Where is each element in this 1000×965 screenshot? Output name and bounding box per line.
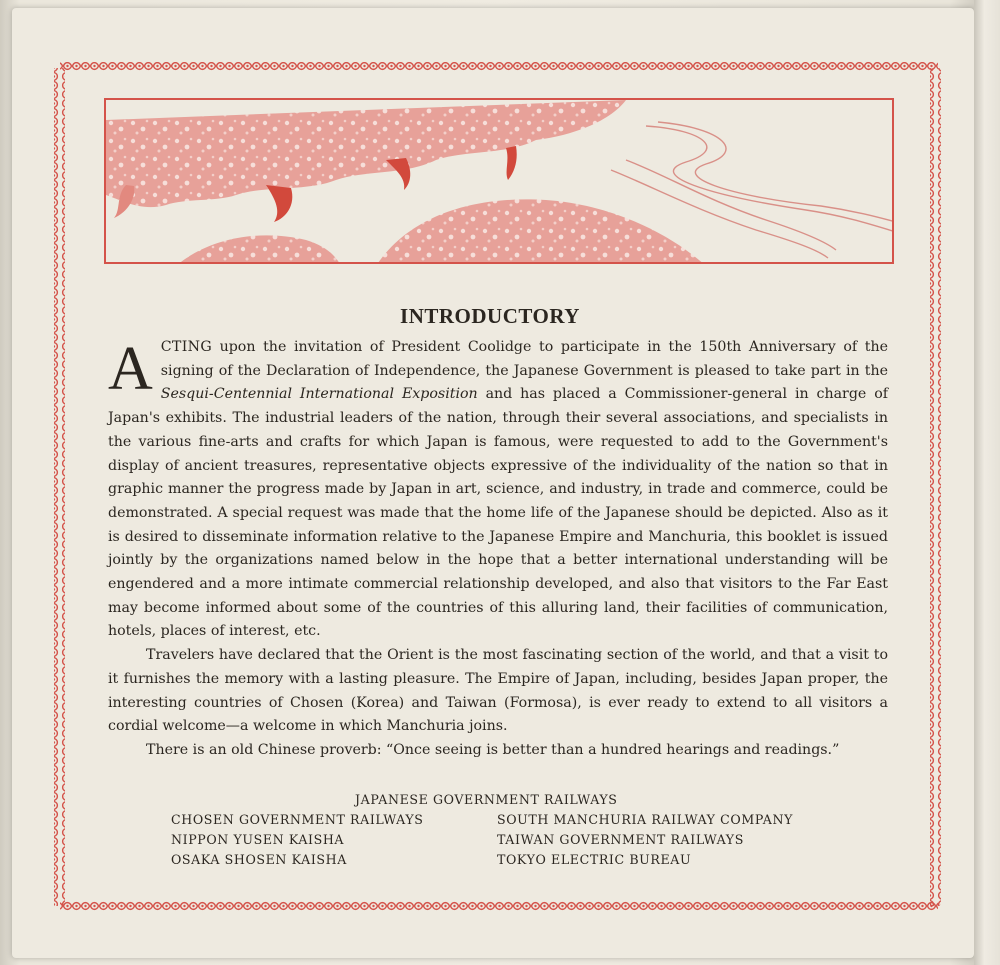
exposition-name: Sesqui-Centennial International Exposition	[160, 386, 478, 403]
paragraph-2: Travelers have declared that the Orient is the most fascinating section of the world, and that a visit to it furnishes the memory with a lasting pleasure. The Empire of Japan, including, besides Japan proper, the interesting countries of Chosen (Korea) and Taiwan (Formosa), is ever ready to extend to all visitors a cordial welcome—a welcome in which Manchuria joins.	[108, 647, 888, 735]
drop-cap-continuation: CTING	[160, 339, 212, 355]
organization-right: TAIWAN GOVERNMENT RAILWAYS	[497, 832, 744, 847]
organization-left: OSAKA SHOSEN KAISHA	[171, 852, 347, 867]
page-title: INTRODUCTORY	[400, 304, 580, 328]
organization-right: TOKYO ELECTRIC BUREAU	[497, 852, 692, 867]
organization-left: NIPPON YUSEN KAISHA	[171, 832, 345, 847]
organization-left: CHOSEN GOVERNMENT RAILWAYS	[171, 812, 424, 827]
paragraph-1-text-a: upon the invitation of President Coolidge to participate in the 150th Anniversary of the signing of the Declaration of Independence, the Japanese Government is pleased to take part in the	[160, 339, 888, 379]
paragraph-1	[108, 336, 888, 644]
paragraph-1-text-b: and has placed a Commissioner-general in charge of Japan's exhibits. The industrial leaders of the nation, through their several associations, and specialists in the various fine-arts and crafts for which Japan is famous, were requested to add to the Government's display of ancient treasures, representative objects expressive of the individuality of the nation so that in graphic manner the progress made by Japan in art, science, and industry, in trade and commerce, could be demonstrated. A special request was made that the home life of the Japanese should be depicted. Also as it is desired to disseminate information relative to the Japanese Empire and Manchuria, this booklet is issued jointly by the organizations named below in the hope that a better international understanding will be engendered and a more intimate commercial relationship developed, and also that visitors to the Far East may become informed about some of the countries of this alluring land, their facilities of communication, hotels, places of interest, etc.	[108, 386, 889, 640]
drop-cap: A	[108, 335, 153, 403]
introduction-text	[108, 336, 888, 763]
organization-right: SOUTH MANCHURIA RAILWAY COMPANY	[497, 812, 793, 827]
organization-center: JAPANESE GOVERNMENT RAILWAYS	[355, 792, 618, 807]
paragraph-3: There is an old Chinese proverb: “Once seeing is better than a hundred hearings and readings.”	[146, 741, 840, 758]
cherry-blossom-illustration	[104, 98, 894, 264]
